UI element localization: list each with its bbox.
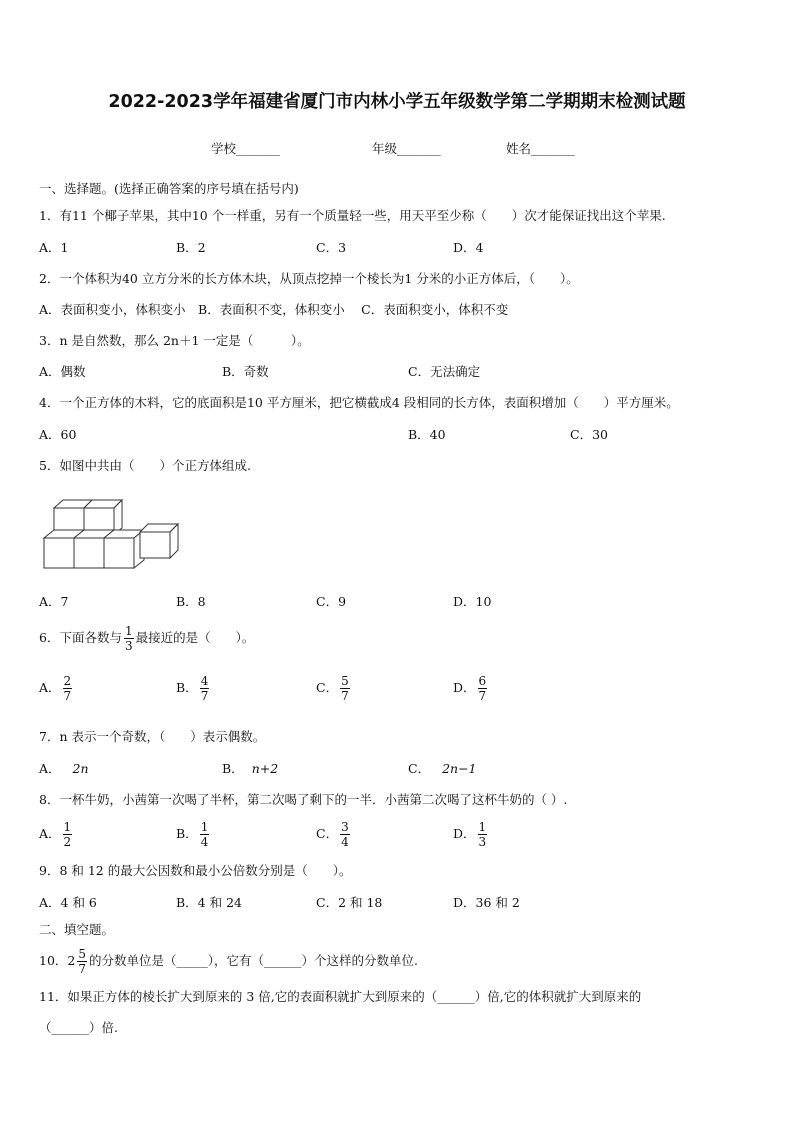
q9-option-a: A．4 和 6 xyxy=(39,895,97,910)
q6-option-a: A． $\frac{2}{7}$ xyxy=(39,674,72,703)
q8-option-c: C． $\frac{3}{4}$ xyxy=(316,820,349,849)
page-title: 2022-2023学年福建省厦门市内林小学五年级数学第二学期期末检测试题 xyxy=(108,92,686,112)
q2-options: A．表面积变小，体积变小 B．表面积不变，体积变小 C．表面积变小，体积不变 xyxy=(39,302,509,317)
q1-option-d: D．4 xyxy=(453,240,484,255)
q5-option-b: B．8 xyxy=(176,594,206,609)
q6-option-d: D． $\frac{6}{7}$ xyxy=(453,674,487,703)
q5-option-d: D．10 xyxy=(453,594,492,609)
q3-option-b: B．奇数 xyxy=(222,364,269,379)
q6-option-b: B． $\frac{4}{7}$ xyxy=(176,674,209,703)
q1-option-b: B．2 xyxy=(176,240,206,255)
q7-option-a: A． 2n xyxy=(39,761,89,776)
name-field: 姓名_______ xyxy=(506,141,575,156)
q6-option-c: C． $\frac{5}{7}$ xyxy=(316,674,349,703)
q10-mixed-fraction: $\frac{5}{7}$ xyxy=(78,947,86,976)
q6-reference-fraction: $\frac{1}{3}$ xyxy=(124,624,133,653)
question-11-line-1: 11．如果正方体的棱长扩大到原来的 3 倍,它的表面积就扩大到原来的（______）倍,它的体积就扩大到原来的 xyxy=(39,989,642,1004)
q4-option-a: A．60 xyxy=(39,427,77,442)
question-5: 5．如图中共由（ ）个正方体组成. xyxy=(39,458,251,473)
q5-option-c: C．9 xyxy=(316,594,347,609)
q6-stem-pre: 6．下面各数与 xyxy=(39,630,122,645)
q9-option-c: C．2 和 18 xyxy=(316,895,383,910)
question-7: 7．n 表示一个奇数，（ ）表示偶数。 xyxy=(39,729,266,744)
q4-option-c: C．30 xyxy=(570,427,608,442)
q6-stem-post: 最接近的是（ ）。 xyxy=(135,630,255,645)
q1-option-a: A．1 xyxy=(39,240,69,255)
q9-option-d: D．36 和 2 xyxy=(453,895,520,910)
q9-option-b: B．4 和 24 xyxy=(176,895,242,910)
grade-field: 年级_______ xyxy=(372,141,441,156)
q5-option-a: A．7 xyxy=(39,594,69,609)
question-4: 4．一个正方体的木料，它的底面积是10 平方厘米，把它横截成4 段相同的长方体，表面积增加（ ）平方厘米。 xyxy=(39,395,679,410)
question-9: 9．8 和 12 的最大公因数和最小公倍数分别是（ ）。 xyxy=(39,863,352,878)
question-6 xyxy=(39,620,254,656)
question-11-line-2: （______）倍. xyxy=(39,1020,118,1035)
question-3: 3．n 是自然数，那么 2n＋1 一定是（ ）。 xyxy=(39,333,310,348)
q8-option-a: A． $\frac{1}{2}$ xyxy=(39,820,72,849)
q4-option-b: B．40 xyxy=(408,427,446,442)
q8-option-d: D． $\frac{1}{3}$ xyxy=(453,820,487,849)
q7-option-b: B． n+2 xyxy=(222,761,279,776)
cube-stack-figure xyxy=(40,494,185,574)
section-fill-heading: 二、填空题。 xyxy=(39,922,115,937)
section-choice-heading: 一、选择题。(选择正确答案的序号填在括号内) xyxy=(39,181,299,196)
question-8: 8．一杯牛奶，小茜第一次喝了半杯，第二次喝了剩下的一半．小茜第二次喝了这杯牛奶的（ ）. xyxy=(39,792,568,807)
question-2: 2．一个体积为40 立方分米的长方体木块，从顶点挖掉一个棱长为1 分米的小正方体后，（ ）。 xyxy=(39,271,579,286)
q8-option-b: B． $\frac{1}{4}$ xyxy=(176,820,209,849)
question-1: 1．有11 个椰子苹果，其中10 个一样重，另有一个质量轻一些，用天平至少称（ ）次才能保证找出这个苹果. xyxy=(39,208,666,223)
school-field: 学校_______ xyxy=(211,141,280,156)
q3-option-a: A．偶数 xyxy=(39,364,86,379)
question-10: 10．2 $\frac{5}{7}$ 的分数单位是（_____），它有（______）个这样的分数单位. xyxy=(39,947,418,976)
q7-option-c: C． 2n−1 xyxy=(408,761,477,776)
q1-option-c: C．3 xyxy=(316,240,347,255)
q3-option-c: C．无法确定 xyxy=(408,364,481,379)
